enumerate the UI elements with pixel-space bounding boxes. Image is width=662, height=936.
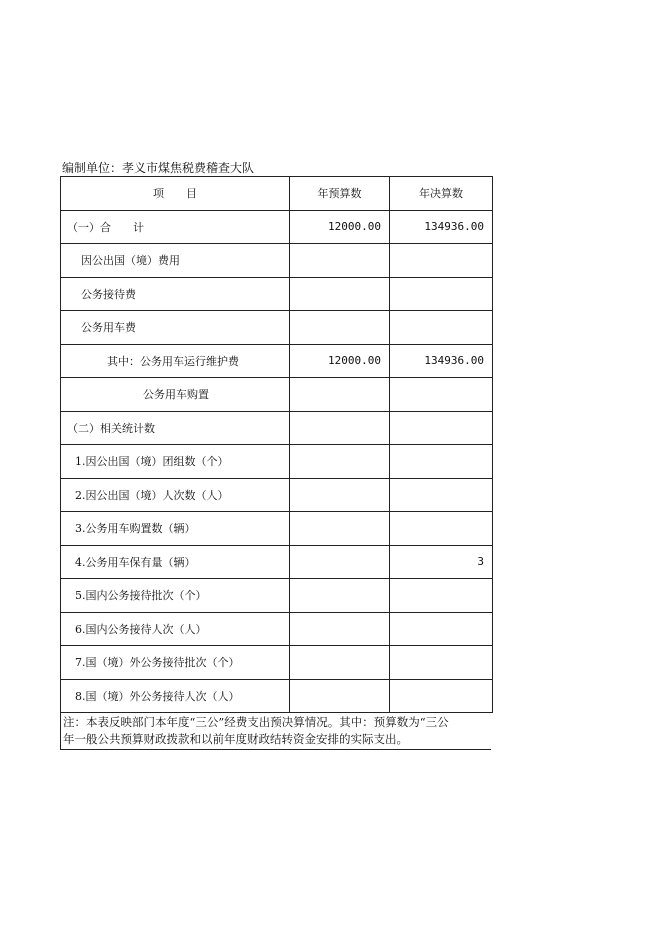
row-label: 4.公务用车保有量（辆） <box>61 545 290 579</box>
row-label: 7.国（境）外公务接待批次（个） <box>61 646 290 680</box>
row-budget: 12000.00 <box>290 344 390 378</box>
table-row <box>61 378 493 412</box>
footnote-line-1: 注：本表反映部门本年度“三公”经费支出预决算情况。其中：预算数为“三公 <box>63 715 449 729</box>
row-label: 因公出国（境）费用 <box>61 244 290 278</box>
row-label: 公务用车购置 <box>61 378 290 412</box>
row-budget <box>290 411 390 445</box>
row-budget <box>290 478 390 512</box>
table-row <box>61 646 493 680</box>
row-final <box>390 445 493 479</box>
row-final <box>390 679 493 713</box>
table-row <box>61 411 493 445</box>
table-row <box>61 512 493 546</box>
table-row <box>61 478 493 512</box>
row-budget <box>290 244 390 278</box>
row-budget <box>290 378 390 412</box>
row-label: 公务用车费 <box>61 311 290 345</box>
table-row <box>61 210 493 244</box>
row-budget: 12000.00 <box>290 210 390 244</box>
row-final: 134936.00 <box>390 210 493 244</box>
row-label: 公务接待费 <box>61 277 290 311</box>
row-label: 3.公务用车购置数（辆） <box>61 512 290 546</box>
row-final <box>390 378 493 412</box>
row-budget <box>290 679 390 713</box>
row-final <box>390 579 493 613</box>
header-final: 年决算数 <box>390 177 493 211</box>
table-row <box>61 311 493 345</box>
table-footnote <box>60 710 491 750</box>
row-budget <box>290 545 390 579</box>
row-final <box>390 612 493 646</box>
row-final <box>390 277 493 311</box>
row-label: 6.国内公务接待人次（人） <box>61 612 290 646</box>
table-row <box>61 344 493 378</box>
row-budget <box>290 277 390 311</box>
table-row <box>61 545 493 579</box>
row-label: 1.因公出国（境）团组数（个） <box>61 445 290 479</box>
row-label: （二）相关统计数 <box>61 411 290 445</box>
row-budget <box>290 612 390 646</box>
row-label: 5.国内公务接待批次（个） <box>61 579 290 613</box>
row-final: 134936.00 <box>390 344 493 378</box>
row-budget <box>290 311 390 345</box>
header-item: 项 目 <box>61 177 290 211</box>
header-budget: 年预算数 <box>290 177 390 211</box>
row-budget <box>290 579 390 613</box>
row-label: 其中：公务用车运行维护费 <box>61 344 290 378</box>
table-row <box>61 579 493 613</box>
row-final <box>390 646 493 680</box>
row-label: 2.因公出国（境）人次数（人） <box>61 478 290 512</box>
row-budget <box>290 646 390 680</box>
row-final <box>390 478 493 512</box>
table-header-row <box>61 177 493 211</box>
row-budget <box>290 512 390 546</box>
row-final <box>390 411 493 445</box>
footnote-line-2: 年一般公共预算财政拨款和以前年度财政结转资金安排的实际支出。 <box>63 732 408 746</box>
table-row <box>61 679 493 713</box>
row-final: 3 <box>390 545 493 579</box>
table-row <box>61 445 493 479</box>
compiling-unit: 编制单位：孝义市煤焦税费稽查大队 <box>62 161 255 175</box>
row-budget <box>290 445 390 479</box>
table-row <box>61 244 493 278</box>
row-final <box>390 311 493 345</box>
table-row <box>61 277 493 311</box>
row-final <box>390 244 493 278</box>
row-label: 8.国（境）外公务接待人次（人） <box>61 679 290 713</box>
row-label: （一）合 计 <box>61 210 290 244</box>
table-row <box>61 612 493 646</box>
row-final <box>390 512 493 546</box>
three-public-expenses-table <box>60 176 493 713</box>
